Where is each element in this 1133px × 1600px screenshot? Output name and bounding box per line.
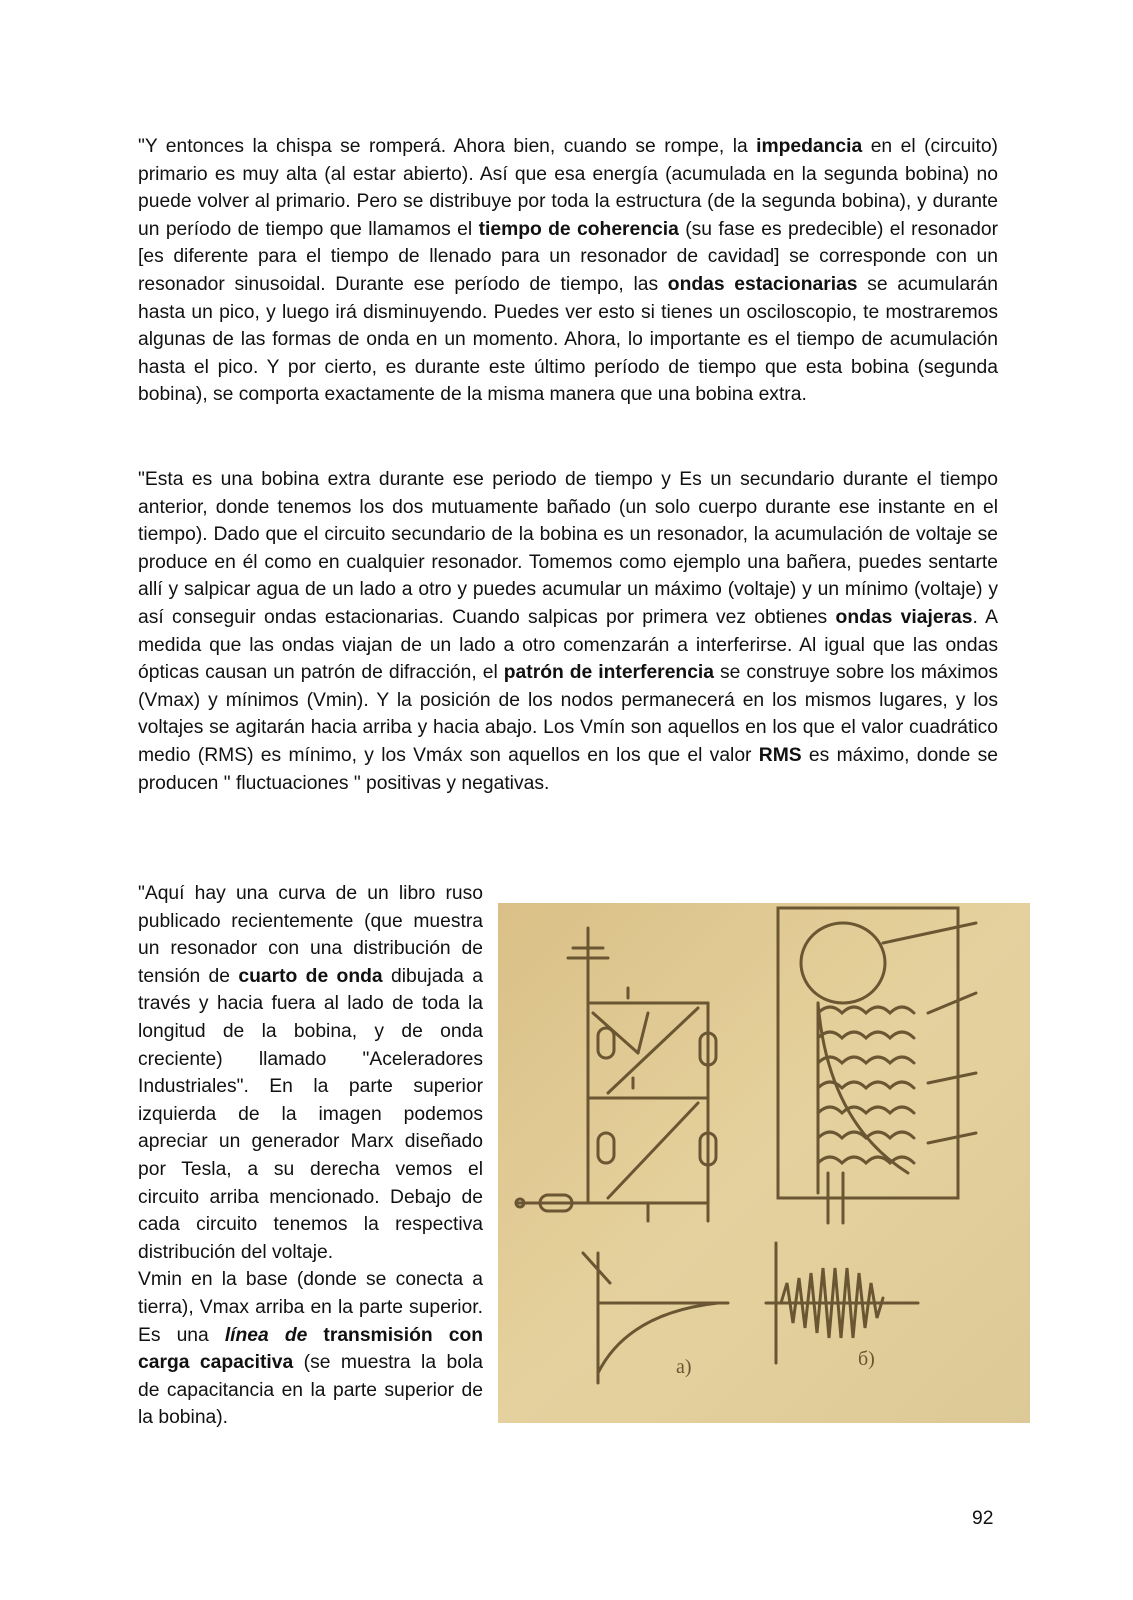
text: se acumularán hasta un pico, y luego irá disminuyendo. Puedes ver esto si tienes un osciloscopio, te mostraremos algunas de las formas de onda en un momento. Ahora, lo importante es el tiempo de acumulación hasta el pico. Y por cierto, es durante este último período de tiempo que esta bobina (segunda bobina), se comporta exactamente de la misma manera que una bobina extra. <box>138 273 999 406</box>
figure-caption-column <box>138 880 483 1432</box>
bold-tiempo-de-coherencia: tiempo de coherencia <box>478 218 679 240</box>
bold-ondas-estacionarias: ondas estacionarias <box>667 273 858 295</box>
space <box>307 1325 323 1346</box>
page-number: 92 <box>972 1508 994 1529</box>
text: en el (circuito) primario es muy alta (al estar abierto). Así que esa energía (acumulada en la segunda bobina) no puede volver al primario. Pero se distribuye por toda la estructura (de la segunda bobina), y durante un período de tiempo que llamamos el <box>138 136 998 240</box>
text: "Aquí hay una curva de un libro ruso publicado recientemente (que muestra un resonador con una distribución de tensión de <box>138 883 483 987</box>
bold-transmision-con-carga-capacitiva: transmisión con carga capacitiva <box>138 1324 484 1374</box>
text: "Y entonces la chispa se romperá. Ahora bien, cuando se rompe, la <box>138 136 757 157</box>
bold-italic-linea-de: línea de <box>224 1324 308 1346</box>
circuit-figure-drawing <box>498 903 1030 1423</box>
paragraph-3 <box>138 880 483 1266</box>
bold-ondas-viajeras: ondas viajeras <box>835 606 973 628</box>
text: se construye sobre los máximos (Vmax) y mínimos (Vmin). Y la posición de los nodos permanecerá en los mismos lugares, y los voltajes se agitarán hacia arriba y hacia abajo. Los Vmín son aquellos en los que el valor cuadrático medio (RMS) es mínimo, y los Vmáx son aquellos en los que el valor <box>138 662 998 766</box>
text: dibujada a través y hacia fuera al lado de toda la longitud de la bobina, y de onda creciente) llamado "Aceleradores Industriales". En la parte superior izquierda de la imagen podemos apreciar un generador Marx diseñado por Tesla, a su derecha vemos el circuito arriba mencionado. Debajo de cada circuito tenemos la respectiva distribución del voltaje. <box>138 965 483 1263</box>
plot-b-label: б) <box>858 1348 875 1370</box>
plot-a-label: a) <box>676 1356 692 1378</box>
paragraph-2 <box>138 466 998 797</box>
text: Vmin en la base (donde se conecta a tierra), Vmax arriba en la parte superior. Es una <box>138 1269 483 1346</box>
bold-rms: RMS <box>758 744 802 766</box>
circuit-figure <box>498 903 1030 1423</box>
paragraph-4 <box>138 1266 483 1432</box>
text: es máximo, donde se producen " fluctuaciones " positivas y negativas. <box>138 744 999 794</box>
bold-patron-de-interferencia: patrón de interferencia <box>503 662 714 684</box>
text: "Esta es una bobina extra durante ese periodo de tiempo y Es un secundario durante el tiempo anterior, donde tenemos los dos mutuamente bañado (un solo cuerpo durante ese instante en el tiempo). Dado que el circuito secundario de la bobina es un resonador, la acumulación de voltaje se produce en él como en cualquier resonador. Tomemos como ejemplo una bañera, puedes sentarte allí y salpicar agua de un lado a otro y puedes acumular un máximo (voltaje) y un mínimo (voltaje) y así conseguir ondas estacionarias. Cuando salpicas por primera vez obtienes <box>138 469 998 628</box>
text: (se muestra la bola de capacitancia en la parte superior de la bobina). <box>138 1352 483 1429</box>
figure-tint <box>498 903 1030 1423</box>
paragraph-1 <box>138 133 998 409</box>
bold-cuarto-de-onda: cuarto de onda <box>238 965 383 987</box>
bold-impedancia: impedancia <box>756 136 863 157</box>
text: . A medida que las ondas viajan de un lado a otro comenzarán a interferirse. Al igual que las ondas ópticas causan un patrón de difracción, el <box>138 606 998 684</box>
text: (su fase es predecible) el resonador [es diferente para el tiempo de llenado para un resonador de cavidad] se corresponde con un resonador sinusoidal. Durante ese período de tiempo, las <box>138 218 998 295</box>
